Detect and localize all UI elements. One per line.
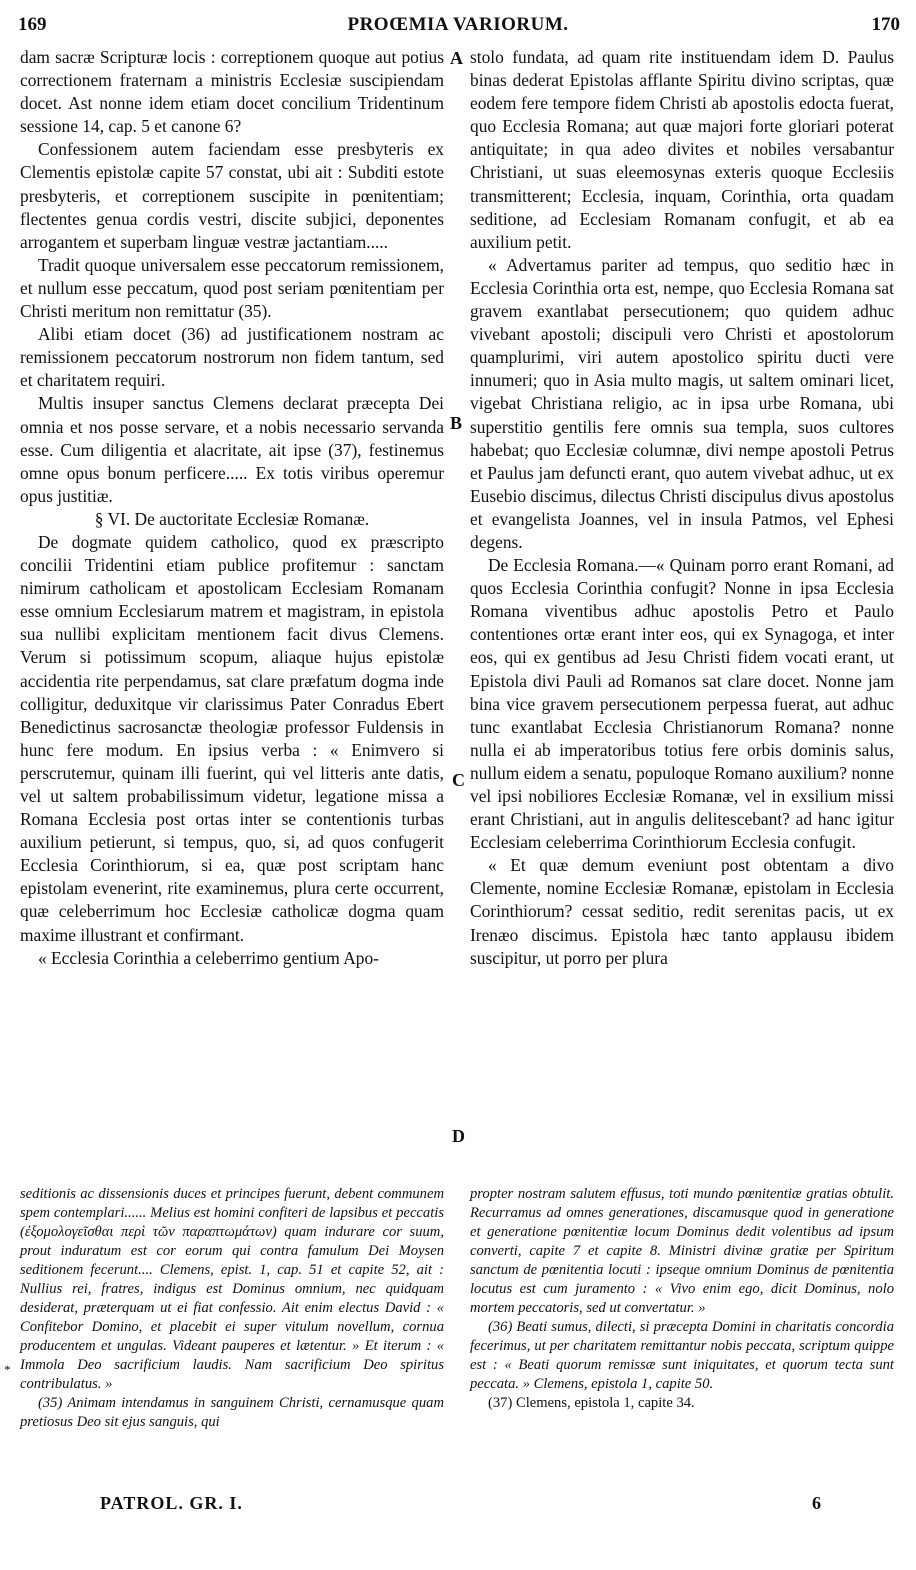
paragraph: stolo fundata, ad quam rite instituendam idem D. Paulus binas dederat Epistolas afflante Spiritu divino scriptas, quæ eodem fere tempore fidem Christi ab apostolis edocta fuerat, quo Ecclesia Romana; aut quæ majori forte gloriari poterat antiquitate; in qua adeo divites et nobiles versabantur Christiani, ut suas eleemosynas exteris quoque Ecclesiis transmitterent; Ecclesia, inquam, Corinthia, orta quadam seditione, ad Ecclesiam Romanam confugit, et ab ea auxilium petit. — [470, 47, 894, 252]
paragraph: dam sacræ Scripturæ locis : correptionem quoque aut potius correctionem fraternam a ministris Ecclesiæ suscipiendam docet. Ast nonne idem etiam docet concilium Tridentinum sessione 14, cap. 5 et canone 6? — [20, 47, 444, 137]
margin-marker-c: C — [452, 770, 465, 790]
page-number-left: 169 — [18, 14, 47, 35]
footnote: propter nostram salutem effusus, toti mundo pœnitentiæ gratias obtulit. Recurramus ad omnes generationes, discamusque quod in generatione et generatione pœnitentiæ locum Dominus dedit volentibus ad ipsum converti, capite 7 et capite 8. Ministri divinæ gratiæ per Spiritum sanctum de pœnitentia locuti : ipseque omnium Dominus de pœnitentia locutus est cum juramento : « Vivo enim ego, dicit Dominus, nolo mortem peccatoris, sed ut convertatur. » — [470, 1186, 894, 1316]
footnote: (36) Beati sumus, dilecti, si præcepta Domini in charitatis concordia fecerimus, ut per charitatem remittantur nobis peccata, scriptum quippe est : « Beati quorum remissæ sunt iniquitates, et quorum tecta sunt peccata. » Clemens, epistola 1, capite 50. — [470, 1319, 894, 1392]
running-title: PROŒMIA VARIORUM. — [347, 14, 569, 35]
paragraph: Multis insuper sanctus Clemens declarat præcepta Dei omnia et nos posse servare, et a nobis necessario servanda esse. Cum diligentia et alacritate, ait ipse (37), festinemus omne opus bonum perficere..... Ex totis viribus operemur opus justitiæ. — [20, 393, 444, 506]
paragraph: « Ecclesia Corinthia a celeberrimo gentium Apo- — [38, 947, 379, 968]
paragraph: Alibi etiam docet (36) ad justificationem nostram ac remissionem peccatorum nostrorum non fidem tantum, sed et charitatem requiri. — [20, 324, 444, 391]
footnotes-left — [20, 1185, 444, 1432]
section-heading: § VI. De auctoritate Ecclesiæ Romanæ. — [94, 508, 370, 529]
margin-marker-a: A — [450, 48, 463, 68]
footnotes-right — [470, 1185, 894, 1413]
paragraph: De dogmate quidem catholico, quod ex præscripto concilii Tridentini etiam publice profitemur : sanctam nimirum catholicam et apostolicam Ecclesiam Romanam esse omnium Ecclesiarum matrem et magistram, in epistola sua nullibi explicitam mentionem facit divus Clemens. Verum si potissimum scopum, aliaque hujus epistolæ accidentia rite perpendamus, sat clare præfatum dogma inde colligitur, deduxitque vir clarissimus Pater Conradus Ebert Benedictinus sacrosanctæ theologiæ professor Fuldensis in hunc fere modum. En ipsius verba : « Enimvero si perscrutemur, quinam illi fuerint, qui vel litteris ante datis, vel ut saltem probabilissimum videtur, legatione missa a Romana Ecclesia post ortas inter se contentionis turbas auxilium petierunt, si tempus, quo, si, ad quos confugerit Ecclesia Corinthiorum, si ea, quæ post scriptam hanc epistolam evenerint, rite examinemus, plura certe occurrent, quæ celeberrimum hoc Ecclesiæ catholicæ dogma quam maxime illustrant et confirmant. — [20, 531, 444, 945]
footer-signature: PATROL. GR. I. — [100, 1493, 243, 1513]
left-column — [20, 46, 444, 970]
footnote: (37) Clemens, epistola 1, capite 34. — [488, 1395, 695, 1411]
margin-star: * — [4, 1362, 11, 1377]
paragraph: « Et quæ demum eveniunt post obtentam a divo Clemente, nomine Ecclesiæ Romanæ, epistolam in Ecclesia Corinthiorum? cessat seditio, redit serenitas pacis, ut ex Irenæo discimus. Epistola hæc tanto applausu ibidem suscipitur, ut porro per plura — [470, 855, 894, 968]
paragraph: Tradit quoque universalem esse peccatorum remissionem, et nullum esse peccatum, quod post seriam pœnitentiam per Christi meritum non remittatur (35). — [20, 254, 444, 322]
margin-marker-d: D — [452, 1126, 465, 1146]
page-header — [0, 0, 916, 40]
page-number-right: 170 — [871, 14, 900, 35]
footnote: seditionis ac dissensionis duces et principes fuerunt, debent communem spem contemplari...... Melius est homini confiteri de lapsibus et peccatis (ἐξομολογεῖσθαι περὶ τῶν παραπτωμάτων) quam indurare cor suum, prout induratum est cor eorum qui contra famulum Dei Moysen seditionem fecerunt.... Clemens, epist. 1, cap. 51 et capite 52, ait : Nullius rei, fratres, indigus est Dominus omnium, nec quidquam desiderat, præterquam ut ei fiat confessio. Ait enim electus David : « Confitebor Domino, et placebit ei super vitulum novellum, cornua producentem et ungulas. Videant pauperes et lætentur. » Et iterum : « Immola Deo sacrificium laudis. Nam sacrificium Deo spiritus contribulatus. » — [20, 1186, 444, 1392]
paragraph: Confessionem autem faciendam esse presbyteris ex Clementis epistolæ capite 57 constat, ubi ait : Subditi estote presbyteris, et correptionem suscipite in pœnitentiam; flectentes genua cordis vestri, discite subjici, deponentes arrogantem et superbam linguæ vestræ jactantiam..... — [20, 139, 444, 252]
footnote: (35) Animam intendamus in sanguinem Christi, cernamusque quam pretiosus Deo sit ejus sanguis, qui — [20, 1395, 444, 1430]
paragraph: De Ecclesia Romana.—« Quinam porro erant Romani, ad quos Ecclesia Corinthia confugit? Nonne in ipsa Ecclesia Romana viventibus adhuc apostolis Petro et Paulo contentiones ortæ erant inter eos, qui ex Synagoga, et inter eos, qui ex gentibus ad Jesu Christi fidem vocati erant, ut Epistola divi Pauli ad Romanos sat clare docet. Nonne jam bina vice gravem persecutionem perpessa fuerat, aut adhuc tunc exantlabat Ecclesia Christianorum Romana? nonne nulla ei ab imperatoribus totius fere orbis dominis salus, nullum eidem a senatu, populoque Romano auxilium? nonne vel ipsi nobiliores Ecclesiæ Romanæ, vel in exsilium missi erant Christiani, aut in angulis delitescebant? ad hanc igitur Ecclesiam celeberrima Corinthiorum Ecclesia confugit. — [470, 555, 894, 853]
right-column — [470, 46, 894, 970]
footer-signature-number: 6 — [812, 1493, 821, 1513]
paragraph: « Advertamus pariter ad tempus, quo seditio hæc in Ecclesia Corinthia orta est, nempe, quo Ecclesia Romana sat gravem exantlabat persecutionem; quo quidem adhuc vivebant apostoli; discipuli vero Christi et apostolorum quamplurimi, viri autem apostolico spiritu ducti vere innumeri; quo in Asia multo magis, ut saltem ominari licet, vigebat Christiana religio, ac in ipsa urbe Romana, ubi superstitio gentilis fere omnis sua templa, suos cultores habebat; quo Ecclesiæ columnæ, divi nempe apostoli Petrus et Paulus jam defuncti erant, quo autem vivebat adhuc, ut ex Eusebio discimus, dilectus Christi discipulus divus apostolus et evangelista Joannes, vel in insula Patmos, vel Ephesi degens. — [470, 254, 894, 552]
margin-marker-b: B — [450, 413, 463, 433]
